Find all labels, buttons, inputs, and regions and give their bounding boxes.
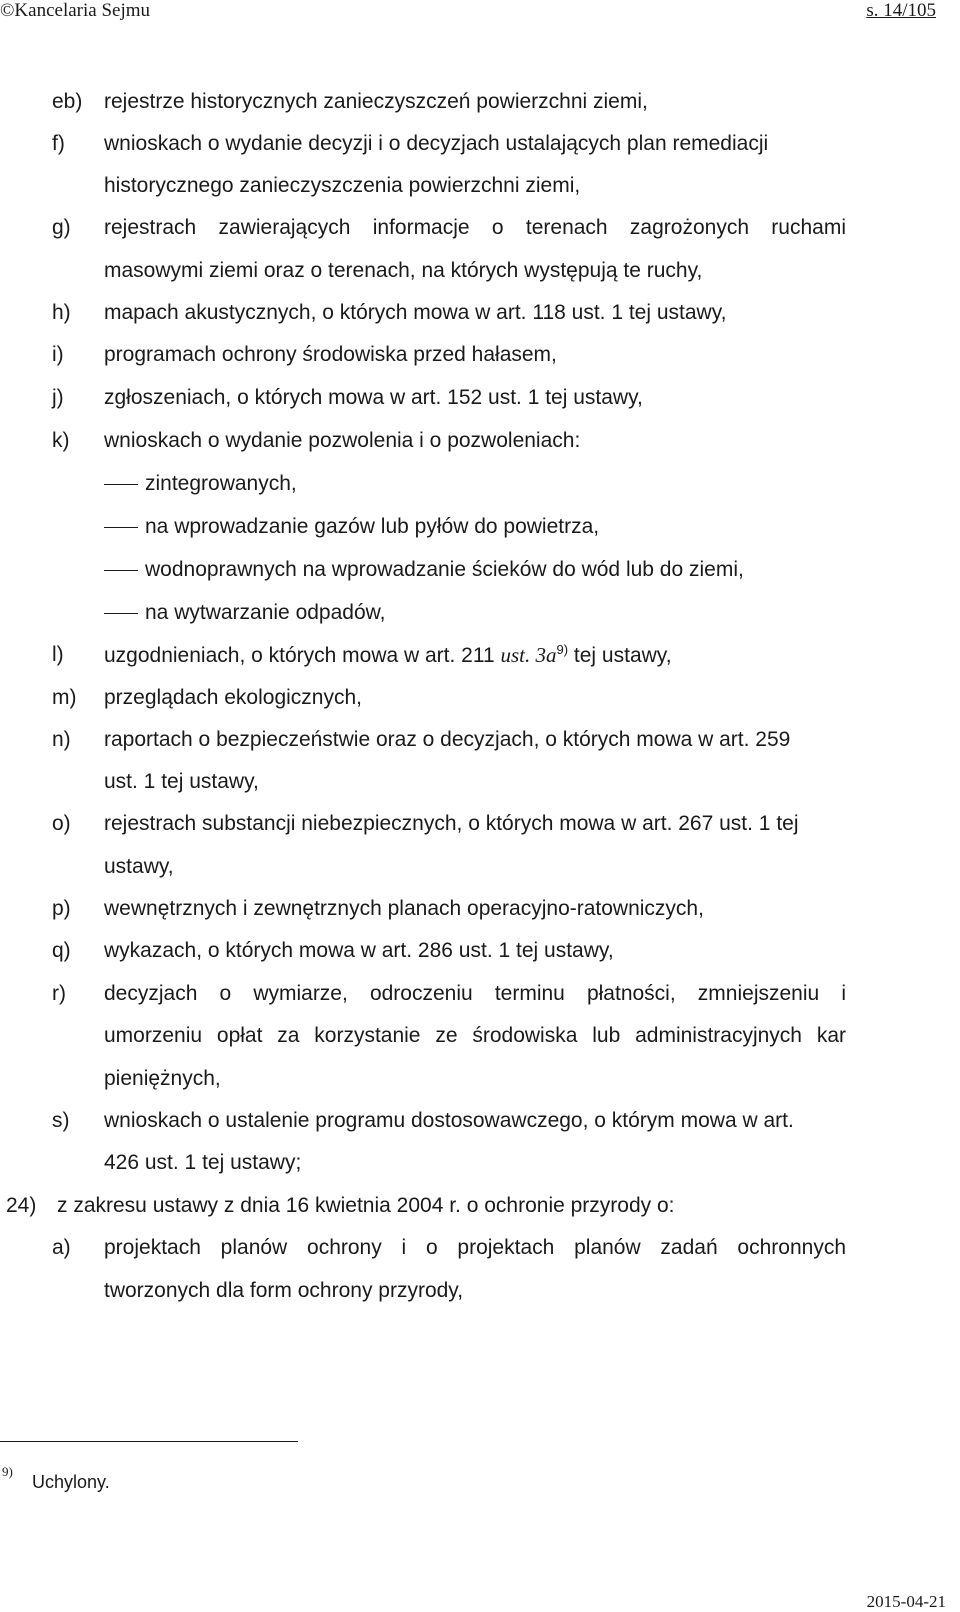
item-text: programach ochrony środowiska przed hałasem, <box>104 343 557 366</box>
dash-text: wodnoprawnych na wprowadzanie ścieków do wód lub do ziemi, <box>145 558 744 581</box>
item-marker: q) <box>52 939 71 962</box>
header-copyright: ©Kancelaria Sejmu <box>0 0 151 21</box>
item-text: pieniężnych, <box>104 1067 221 1090</box>
item-text: przeglądach ekologicznych, <box>104 686 362 709</box>
item-text: wnioskach o wydanie decyzji i o decyzjach ustalających plan remediacji <box>104 132 769 155</box>
item-text: 426 ust. 1 tej ustawy; <box>104 1151 302 1174</box>
item-text: historycznego zanieczyszczenia powierzchni ziemi, <box>104 174 581 197</box>
item-text: tworzonych dla form ochrony przyrody, <box>104 1279 464 1302</box>
item-marker: g) <box>52 216 71 239</box>
dash-bullet <box>104 484 138 485</box>
item-marker: s) <box>52 1109 70 1132</box>
paragraph-marker: 24) <box>6 1194 37 1217</box>
item-text: umorzeniu opłat za korzystanie ze środowiska lub administracyjnych kar <box>104 1024 846 1047</box>
dash-text: na wytwarzanie odpadów, <box>145 601 386 624</box>
item-marker: j) <box>52 386 64 409</box>
item-marker: p) <box>52 897 71 920</box>
dash-bullet <box>104 527 138 528</box>
dash-bullet <box>104 613 138 614</box>
item-text: ustawy, <box>104 855 174 878</box>
item-text: masowymi ziemi oraz o terenach, na których występują te ruchy, <box>104 259 703 282</box>
item-marker: k) <box>52 429 70 452</box>
item-text: ust. 1 tej ustawy, <box>104 770 259 793</box>
item-text: mapach akustycznych, o których mowa w art. 118 ust. 1 tej ustawy, <box>104 301 727 324</box>
item-marker: n) <box>52 728 71 751</box>
item-text: wnioskach o ustalenie programu dostosowawczego, o którym mowa w art. <box>104 1109 794 1132</box>
footnote-text: Uchylony. <box>32 1472 110 1492</box>
item-marker: eb) <box>52 90 83 113</box>
item-text: rejestrach substancji niebezpiecznych, o których mowa w art. 267 ust. 1 tej <box>104 812 799 835</box>
item-text: wewnętrznych i zewnętrznych planach operacyjno-ratowniczych, <box>104 897 704 920</box>
footnote-separator <box>0 1441 298 1442</box>
item-text: wnioskach o wydanie pozwolenia i o pozwoleniach: <box>104 429 581 452</box>
item-marker: l) <box>52 643 64 666</box>
paragraph-text: z zakresu ustawy z dnia 16 kwietnia 2004 r. o ochronie przyrody o: <box>57 1194 675 1217</box>
footnote-number: 9) <box>2 1464 13 1479</box>
dash-text: zintegrowanych, <box>145 472 297 495</box>
item-text: rejestrze historycznych zanieczyszczeń powierzchni ziemi, <box>104 90 648 113</box>
item-text: decyzjach o wymiarze, odroczeniu terminu płatności, zmniejszeniu i <box>104 982 846 1005</box>
item-text: wykazach, o których mowa w art. 286 ust. 1 tej ustawy, <box>104 939 614 962</box>
item-marker: h) <box>52 301 71 324</box>
item-marker: m) <box>52 686 77 709</box>
item-text: projektach planów ochrony i o projektach planów zadań ochronnych <box>104 1236 846 1259</box>
item-text: rejestrach zawierających informacje o terenach zagrożonych ruchami <box>104 216 846 239</box>
item-text: zgłoszeniach, o których mowa w art. 152 ust. 1 tej ustawy, <box>104 386 643 409</box>
item-marker: i) <box>52 343 64 366</box>
item-marker: a) <box>52 1236 71 1259</box>
item-marker: o) <box>52 812 71 835</box>
dash-text: na wprowadzanie gazów lub pyłów do powietrza, <box>145 515 600 538</box>
footer-date: 2015-04-21 <box>866 1592 946 1611</box>
footnote-ref: 9) <box>556 642 569 657</box>
item-text: raportach o bezpieczeństwie oraz o decyzjach, o których mowa w art. 259 <box>104 728 791 751</box>
item-marker: r) <box>52 982 66 1005</box>
item-text: uzgodnieniach, o których mowa w art. 211 ust. $3a^{9)}$ tej ustawy, <box>104 642 672 667</box>
italic-reference: ust. 3a <box>500 643 557 667</box>
dash-bullet <box>104 570 138 571</box>
item-marker: f) <box>52 132 65 155</box>
page-number: s. 14/105 <box>866 0 936 21</box>
